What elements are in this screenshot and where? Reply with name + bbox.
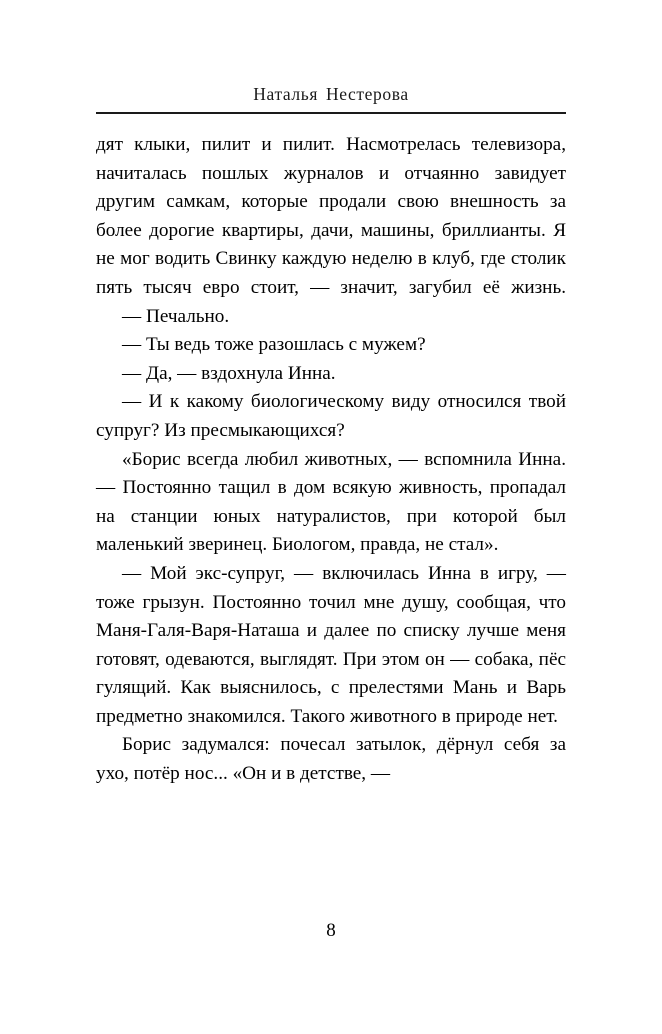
running-head bbox=[96, 84, 566, 105]
paragraph-dialogue-1: — Печально. bbox=[122, 305, 230, 327]
paragraph-dialogue-5: — Мой экс-супруг, — включилась Инна в игру, — тоже грызун. Постоянно точил мне душу, сообщая, что Маня-Галя-Варя-Наташа и далее по списку лучше меня готовят, одеваются, выглядят. При этом он — собака, пёс гулящий. Как выяснилось, с прелестями Мань и Варь предметно знакомился. Такого животного в природе нет. bbox=[96, 562, 566, 727]
paragraph-dialogue-2: — Ты ведь тоже разошлась с мужем? bbox=[122, 334, 426, 356]
paragraph-continued: дят клыки, пилит и пилит. Насмотрелась телевизора, начиталась пошлых журналов и отчаянно завидует другим самкам, которые продали свою внешность за более дорогие квартиры, дачи, машины, бриллианты. Я не мог водить Свинку каждую неделю в клуб, где столик пять тысяч евро стоит, — значит, загубил её жизнь. bbox=[96, 134, 566, 298]
paragraph-quote-boris: «Борис всегда любил животных, — вспомнила Инна. — Постоянно тащил в дом всякую живность, пропадал на станции юных натуралистов, при которой был маленький зверинец. Биологом, правда, не стал». bbox=[96, 448, 566, 556]
running-head-title: Наталья Нестерова bbox=[253, 84, 409, 104]
page-body bbox=[96, 131, 566, 789]
paragraph-dialogue-3: — Да, — вздохнула Инна. bbox=[122, 362, 336, 384]
page-number: 8 bbox=[326, 920, 336, 941]
paragraph-closing: Борис задумался: почесал затылок, дёрнул себя за ухо, потёр нос... «Он и в детстве, — bbox=[96, 734, 566, 785]
paragraph-dialogue-4: — И к какому биологическому виду относился твой супруг? Из пресмыкающихся? bbox=[96, 391, 566, 441]
header-divider bbox=[96, 112, 566, 114]
